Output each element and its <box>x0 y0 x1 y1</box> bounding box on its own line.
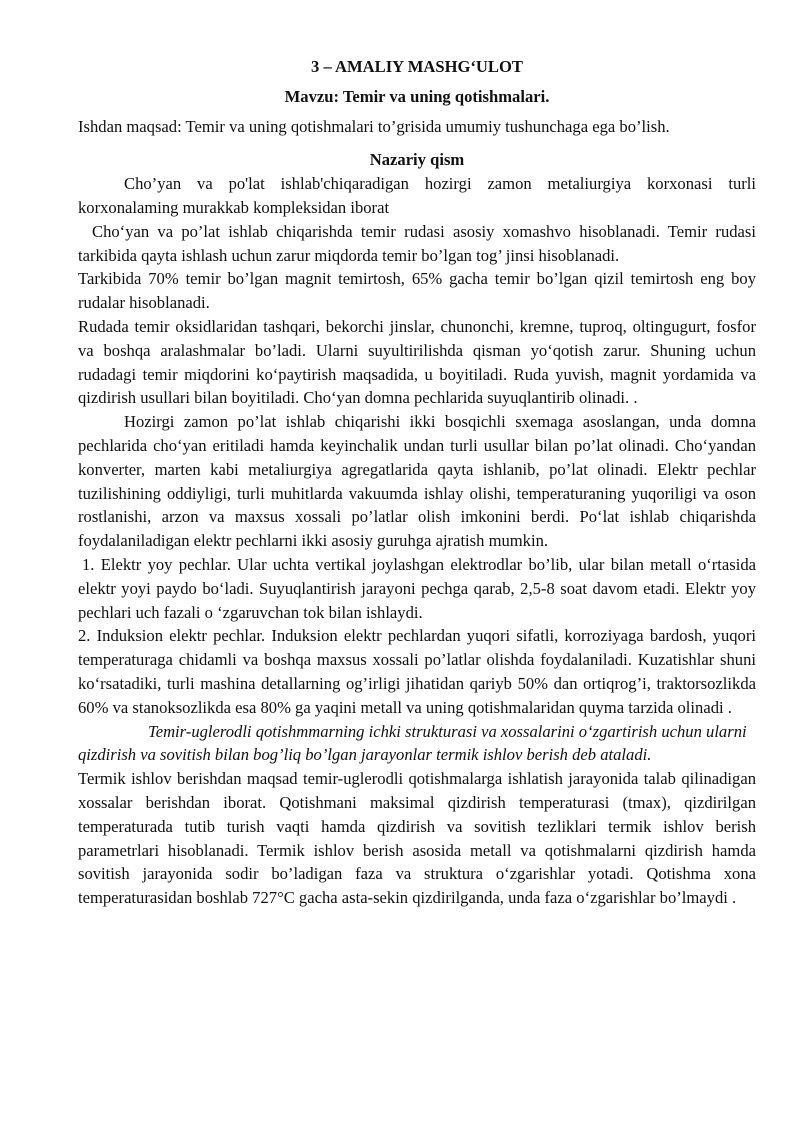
paragraph: Rudada temir oksidlaridan tashqari, bekorchi jinslar, chunonchi, kremne, tuproq, oltingugurt, fosfor va boshqa aralashmalar bo’ladi. Ularni suyultirilishda qisman yo‘qotish zarur. Shuning uchun rudadagi temir miqdorini ko‘paytirish maqsadida, u boyitiladi. Ruda yuvish, magnit yordamida va qizdirish usullari bilan boyitiladi. Cho‘yan domna pechlarida suyuqlantirib olinadi. . <box>78 316 756 408</box>
paragraph: Cho’yan va po'lat ishlab'chiqaradigan hozirgi zamon metaliurgiya korxonasi turli korxonalaming murakkab kompleksidan iborat <box>78 174 756 217</box>
list-item: 1. Elektr yoy pechlar. Ular uchta vertikal joylashgan elektrodlar bo’lib, ular bilan metall o‘rtasida elektr yoyi paydo bo‘ladi. Suyuqlantirish jarayoni pechga qarab, 2,5-8 soat davom etadi. Elektr yoy pechlari uch fazali o ‘zgaruvchan tok bilan ishlaydi. <box>78 554 756 622</box>
paragraph: Termik ishlov berishdan maqsad temir-uglerodli qotishmalarga ishlatish jarayonida talab qilinadigan xossalar berishdan iborat. Qotishmani maksimal qizdirish temperaturasi (tmax), qizdirilgan temperaturada tutib turish vaqti hamda qizdirish va sovitish tezliklari termik ishlov berish parametrlari hisoblanadi. Termik ishlov berish asosida metall va qotishmalarni qizdirish hamda sovitish jarayonida sodir bo’ladigan faza va struktura o‘zgarishlar yotadi. Qotishma xona temperaturasidan boshlab 727°C gacha asta-sekin qizdirilganda, unda faza o‘zgarishlar bo’lmaydi . <box>78 769 756 908</box>
topic-heading: Mavzu: Temir va uning qotishmalari. <box>284 86 550 106</box>
document-page <box>78 55 756 910</box>
paragraph: Cho‘yan va po’lat ishlab chiqarishda temir rudasi asosiy xomashvo hisoblanadi. Temir rudasi tarkibida qayta ishlash uchun zarur miqdorda temir bo’lgan tog’ jinsi hisoblanadi. <box>78 221 756 265</box>
section-heading: Nazariy qism <box>369 150 465 170</box>
goal-paragraph: Ishdan maqsad: Temir va uning qotishmalari to’grisida umumiy tushunchaga ega bo’lish. <box>78 116 670 136</box>
page-title: 3 – AMALIY MASHG‘ULOT <box>311 57 523 76</box>
list-item: 2. Induksion elektr pechlar. Induksion elektr pechlardan yuqori sifatli, korroziyaga bardosh, yuqori temperaturaga chidamli va boshqa maxsus xossali po’latlar olishda foydalaniladi. Kuzatishlar shuni ko‘rsatadiki, turli mashina detallarning og’irligi jihatidan qariyb 50% dan ortiqrog’i, traktorsozlikda 60% va stanoksozlikda esa 80% ga yaqini metall va uning qotishmalaridan quyma tarzida olinadi . <box>78 626 756 717</box>
definition-paragraph: Temir-uglerodli qotishmmarning ichki strukturasi va xossalarini o‘zgartirish uchun ularni qizdirish va sovitish bilan bog’liq bo’lgan jarayonlar termik ishlov berish deb ataladi. <box>78 721 747 765</box>
paragraph: Hozirgi zamon po’lat ishlab chiqarishi ikki bosqichli sxemaga asoslangan, unda domna pechlarida cho‘yan eritiladi hamda keyinchalik undan turli usullar bilan po’lat olinadi. Cho‘yandan konverter, marten kabi metaliurgiya agregatlarida qayta ishlanib, po’lat olinadi. Elektr pechlar tuzilishining oddiyligi, turli muhitlarda vakuumda ishlay olishi, temperaturaning yuqoriligi va oson rostlanishi, arzon va maxsus xossali po’latlar olish imkonini berdi. Po‘lat ishlab chiqarishda foydalaniladigan elektr pechlarni ikki asosiy guruhga ajratish mumkin. <box>78 412 756 551</box>
paragraph: Tarkibida 70% temir bo’lgan magnit temirtosh, 65% gacha temir bo’lgan qizil temirtosh eng boy rudalar hisoblanadi. <box>78 269 756 313</box>
